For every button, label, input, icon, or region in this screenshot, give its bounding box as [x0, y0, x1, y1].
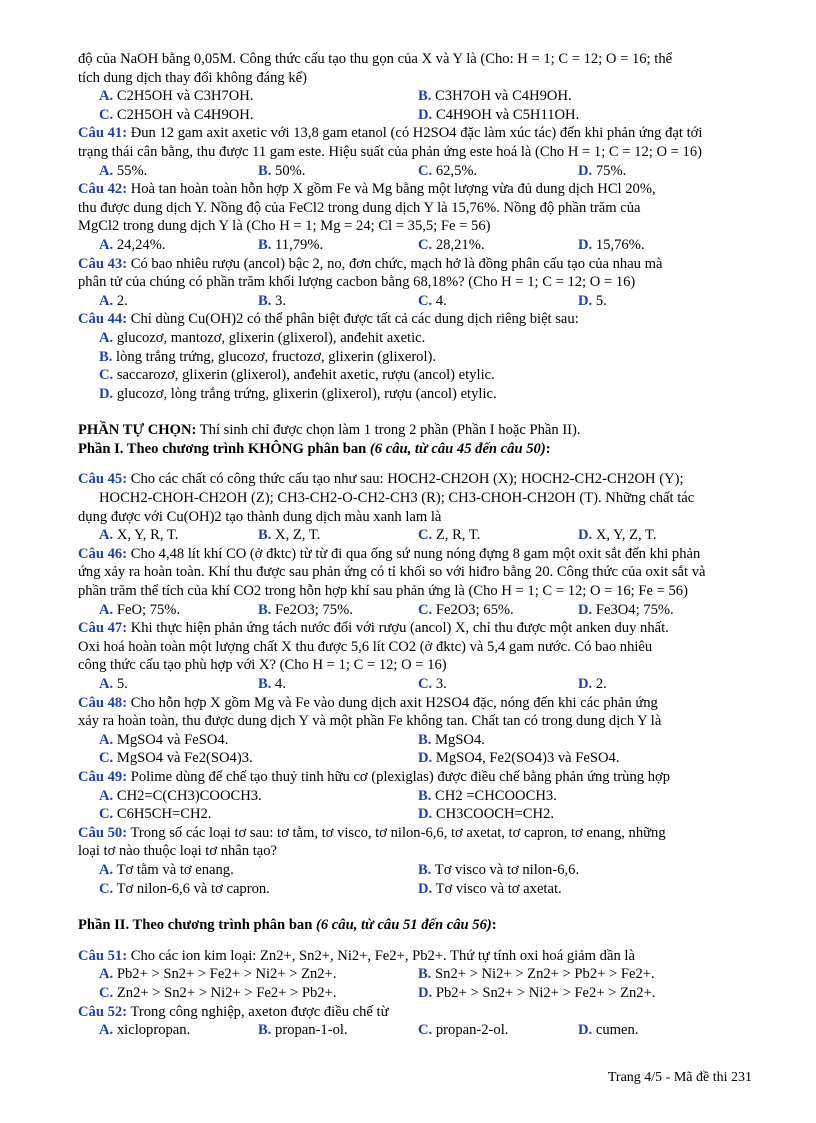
- text-line: HOCH2-CHOH-CH2OH (Z); CH3-CH2-O-CH2-CH3 (R); CH3-CHOH-CH2OH (T). Những chất tác: [99, 490, 695, 507]
- text-line: tích dung dịch thay đổi không đáng kể): [78, 69, 307, 86]
- options-row: A. X, Y, R, T. B. X, Z, T. C. Z, R, T. D. X, Y, Z, T.: [99, 527, 657, 544]
- question-50: Câu 50: Trong số các loại tơ sau: tơ tằm, tơ visco, tơ nilon-6,6, tơ axetat, tơ capron, tơ enang, những: [78, 824, 666, 841]
- text-line: phần trăm thể tích của khí CO2 trong hỗn hợp khí sau phản ứng là (Cho H = 1; C = 12; O = 16; Fe = 56): [78, 583, 688, 600]
- text-line: Oxi hoá hoàn toàn một lượng chất X thu được 5,6 lít CO2 (ở đktc) và 5,4 gam nước. Có bao nhiêu: [78, 638, 653, 655]
- part-1-title: Phần I. Theo chương trình KHÔNG phân ban (6 câu, từ câu 45 đến câu 50):: [78, 440, 551, 457]
- text-line: thu được dung dịch Y. Nồng độ của FeCl2 trong dung dịch Y là 15,76%. Nồng độ phần trăm của: [78, 199, 641, 216]
- option-line: D. glucozơ, lòng trắng trứng, glixerin (glixerol), rượu (ancol) etylic.: [99, 385, 497, 402]
- text-line: trạng thái cân bằng, thu được 11 gam este. Hiệu suất của phản ứng este hoá là (Cho H = 1; C = 12; O = 16): [78, 143, 702, 160]
- option-text: C4H9OH và C5H11OH.: [435, 106, 580, 123]
- options-row: A. FeO; 75%. B. Fe2O3; 75%. C. Fe2O3; 65%. D. Fe3O4; 75%.: [99, 601, 674, 618]
- question-44: Câu 44: Chỉ dùng Cu(OH)2 có thể phân biệt được tất cả các dung dịch riêng biệt sau:: [78, 311, 579, 328]
- options-row: A. Pb2+ > Sn2+ > Fe2+ > Ni2+ > Zn2+. B. Sn2+ > Ni2+ > Zn2+ > Pb2+ > Fe2+.: [99, 966, 655, 983]
- question-43: Câu 43: Có bao nhiêu rượu (ancol) bậc 2, no, đơn chức, mạch hở là đồng phân cấu tạo của nhau mà: [78, 255, 663, 272]
- question-41: Câu 41: Đun 12 gam axit axetic với 13,8 gam etanol (có H2SO4 đặc làm xúc tác) đến khi phản ứng đạt tới: [78, 125, 703, 142]
- text-line: xảy ra hoàn toàn, thu được dung dịch Y và một phần Fe không tan. Chất tan có trong dung dịch Y là: [78, 713, 662, 730]
- text-line: ứng xảy ra hoàn toàn. Khí thu được sau phản ứng có tỉ khối so với hiđro bằng 20. Công thức của oxit sắt và: [78, 564, 706, 581]
- question-48: Câu 48: Cho hỗn hợp X gồm Mg và Fe vào dung dịch axit H2SO4 đặc, nóng đến khi các phản ứng: [78, 694, 658, 711]
- text-line: độ của NaOH bằng 0,05M. Công thức cấu tạo thu gọn của X và Y là (Cho: H = 1; C = 12; O = 16; thể: [78, 51, 673, 67]
- option-text: C2H5OH và C3H7OH.: [116, 88, 254, 105]
- options-row: A. 2. B. 3. C. 4. D. 5.: [99, 292, 607, 309]
- question-45: Câu 45: Cho các chất có công thức cấu tạo như sau: HOCH2-CH2OH (X); HOCH2-CH2-CH2OH (Y);: [78, 471, 684, 488]
- options-row: A. 5. B. 4. C. 3. D. 2.: [99, 676, 607, 692]
- option-line: C. saccarozơ, glixerin (glixerol), anđehit axetic, rượu (ancol) etylic.: [99, 367, 495, 384]
- text-line: công thức cấu tạo phù hợp với X? (Cho H = 1; C = 12; O = 16): [78, 657, 447, 674]
- question-42: Câu 42: Hoà tan hoàn toàn hỗn hợp X gồm Fe và Mg bằng một lượng vừa đủ dung dịch HCl 20%,: [78, 181, 656, 198]
- part-2-title: Phần II. Theo chương trình phân ban (6 câu, từ câu 51 đến câu 56):: [78, 917, 497, 934]
- question-49: Câu 49: Polime dùng để chế tạo thuỷ tinh hữu cơ (plexiglas) được điều chế bằng phản ứng trùng hợp: [78, 768, 671, 785]
- section-header: PHẦN TỰ CHỌN: Thí sinh chỉ được chọn làm 1 trong 2 phần (Phần I hoặc Phần II).: [78, 422, 581, 439]
- options-row: A. Tơ tằm và tơ enang. B. Tơ visco và tơ nilon-6,6.: [99, 861, 580, 878]
- options-row: A. xiclopropan. B. propan-1-ol. C. propan-2-ol. D. cumen.: [99, 1022, 639, 1039]
- option-text: C3H7OH và C4H9OH.: [435, 88, 572, 105]
- options-row: C. Tơ nilon-6,6 và tơ capron. D. Tơ visco và tơ axetat.: [99, 880, 562, 897]
- options-row: C. C6H5CH=CH2. D. CH3COOCH=CH2.: [99, 806, 554, 823]
- text-line: dụng được với Cu(OH)2 tạo thành dung dịch màu xanh lam là: [78, 508, 442, 525]
- options-row: C. MgSO4 và Fe2(SO4)3. D. MgSO4, Fe2(SO4)3 và FeSO4.: [99, 750, 620, 767]
- text-line: phân tử của chúng có phần trăm khối lượng cacbon bằng 68,18%? (Cho H = 1; C = 12; O = 16): [78, 274, 636, 291]
- exam-page: [78, 50, 754, 1040]
- question-46: Câu 46: Cho 4,48 lít khí CO (ở đktc) từ từ đi qua ống sứ nung nóng đựng 8 gam một oxit sắt đến khi phản: [78, 545, 701, 562]
- text-line: MgCl2 trong dung dịch Y là (Cho H = 1; Mg = 24; Cl = 35,5; Fe = 56): [78, 218, 491, 235]
- options-row: A. CH2=C(CH3)COOCH3. B. CH2 =CHCOOCH3.: [99, 787, 557, 804]
- options-row: A. MgSO4 và FeSO4. B. MgSO4.: [99, 731, 485, 748]
- options-row: C. C2H5OH và C4H9OH. D. C4H9OH và C5H11OH.: [99, 106, 580, 123]
- question-51: Câu 51: Cho các ion kim loại: Zn2+, Sn2+, Ni2+, Fe2+, Pb2+. Thứ tự tính oxi hoá giảm dần là: [78, 947, 635, 964]
- options-row: A. 55%. B. 50%. C. 62,5%. D. 75%.: [99, 162, 627, 179]
- options-row: A. 24,24%. B. 11,79%. C. 28,21%. D. 15,76%.: [99, 236, 645, 253]
- text-line: loại tơ nào thuộc loại tơ nhân tạo?: [78, 843, 278, 860]
- options-row: A. C2H5OH và C3H7OH. B. C3H7OH và C4H9OH.: [99, 88, 572, 105]
- options-row: C. Zn2+ > Sn2+ > Ni2+ > Fe2+ > Pb2+. D. Pb2+ > Sn2+ > Ni2+ > Fe2+ > Zn2+.: [99, 984, 656, 1001]
- question-47: Câu 47: Khi thực hiện phản ứng tách nước đối với rượu (ancol) X, chỉ thu được một anken duy nhất.: [78, 620, 669, 637]
- option-line: A. glucozơ, mantozơ, glixerin (glixerol), anđehit axetic.: [99, 329, 426, 346]
- page-footer: Trang 4/5 - Mã đề thi 231: [607, 1070, 752, 1085]
- question-52: Câu 52: Trong công nghiệp, axeton được điều chế từ: [78, 1003, 389, 1020]
- option-text: C2H5OH và C4H9OH.: [116, 106, 254, 123]
- option-line: B. lòng trắng trứng, glucozơ, fructozơ, glixerin (glixerol).: [99, 348, 437, 365]
